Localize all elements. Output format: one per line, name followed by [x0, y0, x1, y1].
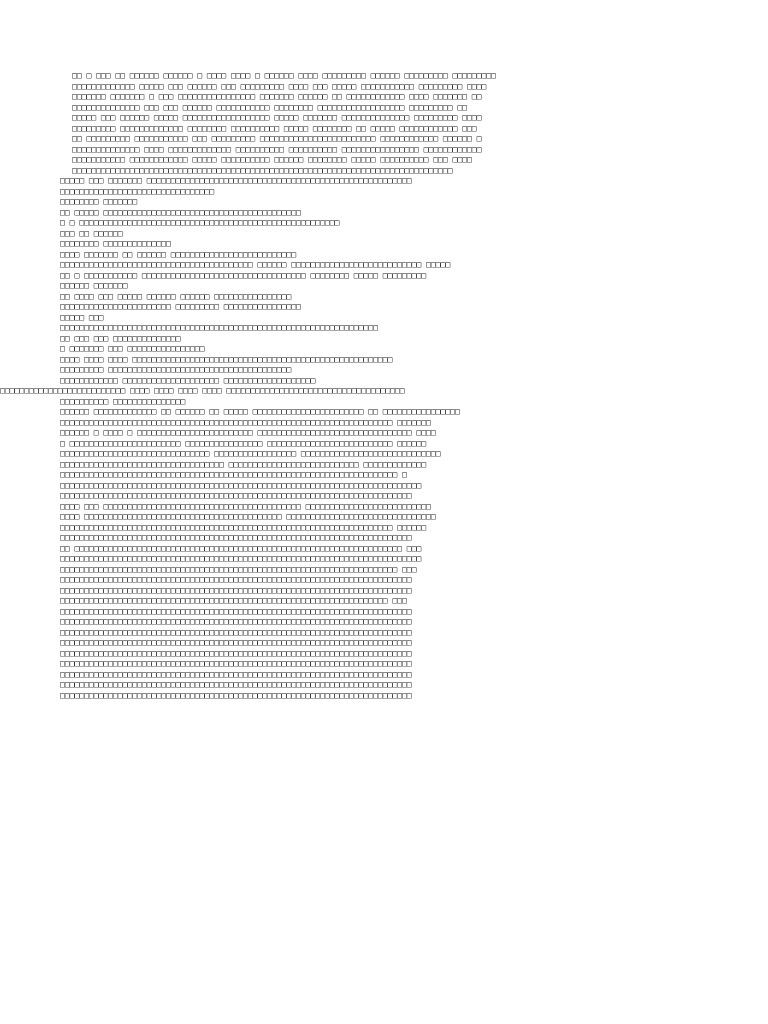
- text-line: □□□□□□□□□□□□□□□□□□□□□□□□□□□□□□□□□□□□□□□□□□□□□□□□□□□□□□□□□□□□□□□□□□□□□□□□□: [60, 680, 412, 689]
- text-line: □□ □□□□□ □□□□□□□□□□□□□□□□□□□□□□□□□□□□□□□□□□□□□□□□□: [60, 207, 301, 217]
- text-line: □□□□□□□□□□□ □□□□□□□□□□□□ □□□□□ □□□□□□□□□□ □□□□□□ □□□□□□□□ □□□□□ □□□□□□□□□□ □□□ □□□□: [72, 155, 472, 164]
- text-line: □□□□□□□□□□□□□□ □□□ □□□ □□□□□□ □□□□□□□□□□□ □□□□□□□□ □□□□□□□□□□□□□□□□□□ □□□□□□□□□ □□: [72, 102, 467, 112]
- text-line: □□□□□□□□□□□□□□□□□□□□□□□□□□□□□□□□: [60, 186, 215, 196]
- text-line: □□ □□□ □□□ □□□□□□□□□□□□□□: [60, 333, 181, 343]
- text-line: □□□□□□□□ □□□□□□□: [60, 197, 138, 206]
- text-line: □□ □ □□□ □□ □□□□□□ □□□□□□ □ □□□□ □□□□ □ □□□□□□ □□□□ □□□□□□□□□ □□□□□□ □□□□□□□□□ □□□□□□□□□: [72, 71, 496, 80]
- text-line: □□□□□□□□□□□□□ □□□□□ □□□ □□□□□□ □□□ □□□□□□□□□ □□□□ □□□ □□□□□ □□□□□□□□□□□ □□□□□□□□□ □□□□: [72, 81, 487, 91]
- text-line: □□□□□□□□□□□□□□□□□□□□□□□□□□□□□□□□□□□□□□□□□□□□□□□□□□□□□□□□□□□□□□□□□□□□□□□□□: [60, 648, 412, 658]
- text-line: □□□□□□□□□□□□□□□□□□□□□□□□□□□□□□□□□□□□□□□□□□□□□□□□□□□□□□□□□□□□□□□□□□□□□□□□□: [60, 669, 412, 679]
- text-line: □□ □ □□□□□□□□□□□ □□□□□□□□□□□□□□□□□□□□□□□□□□□□□□□□□□ □□□□□□□□ □□□□□ □□□□□□□□□: [60, 270, 427, 280]
- text-line: □□□□□□□□□□□□□□□□□□□□□□□□□□□□□□□□□□□□□□□□□□□□□□□□□□□□□□□□□□□□□□□□□□□□□□□□□□□□□□□: [72, 165, 453, 175]
- text-line: □□□□□□□□□□□□□□□□□□□□□□□□□□□□□□□□□□□□□□□□□□□□□□□□□□□□□□□□□□□□□□□□□□□□□□□□□: [60, 606, 412, 616]
- text-line: □□□□□□ □□□□□□□: [60, 281, 128, 290]
- text-line: □□□□□□□□□□□□ □□□□□□□□□□□□□□□□□□□□ □□□□□□□□□□□□□□□□□□□: [60, 375, 316, 385]
- text-line: □ □□□□□□□□□□□□□□□□□□□□□□□ □□□□□□□□□□□□□□□□ □□□□□□□□□□□□□□□□□□□□□□□□□□ □□□□□□: [60, 438, 427, 448]
- text-line: □□□□□□□□□□ □□□□□□□□□□□□□□□: [60, 396, 186, 406]
- text-line: □□□□□□□□□□□□□□□□□□□□□□□□□□□□□□□□□□□□□□□□□□□□□□□□□□□□□□□□□□□□□□□□□□: [60, 323, 378, 332]
- text-line: □□□□□□□□□□□□□□□□□□□□□□□□□□□□□□□□□□□□□□□□□□□□□□□□□□□□□□□□□□□□□□□□□□□□□□ □: [60, 470, 407, 479]
- text-line: □ □□□□□□□ □□□ □□□□□□□□□□□□□□□□: [60, 344, 205, 353]
- text-line: □□□□□□□□□□□□□□□□□□□□□□□□□□□□□□□□□□□□□□□□□□□□□□□□□□□□□□□□□□□□□□□□□□□□ □□□: [60, 596, 407, 605]
- text-line: □□□□ □□□□□□□ □□ □□□□□□ □□□□□□□□□□□□□□□□□□□□□□□□□□: [60, 249, 297, 259]
- text-line: □□□□□□□□□□□□□□□□□□□□□□□□□□□□□□□□□□□□□□□□□□□□□□□□□□□□□□□□□□□□□□□□□□□□□ □□□□□□□: [60, 417, 431, 427]
- text-line: □□ □□□□□□□□□□□□□□□□□□□□□□□□□□□□□□□□□□□□□□□□□□□□□□□□□□□□□□□□□□□□□□□□□□□□ □□□: [60, 543, 422, 553]
- text-line: □□□□□□□□□□□□□□□□□□□□□□□□□□□□□□□□□□□□□□□□□□□□□□□□□□□□□□□□□□□□□□□□□□□□□□□□□: [60, 585, 412, 595]
- text-line: □□□□□□□□□ □□□□□□□□□□□□□□□□□□□□□□□□□□□□□□□□□□□□□□: [60, 365, 292, 374]
- garbled-text-block: [0, 71, 768, 701]
- text-line: □□□□□□□□□□□□□□□□□□□□□□□□□□□□□□□□□□□□□□□□□□□□□□□□□□□□□□□□□□□□□□□□□□□□□□ □□□: [60, 564, 417, 574]
- text-line: □□□□□□□□□□□□□□□□□□□□□□□□□□□□□□□□□□□□□□□□□□□□□□□□□□□□□□□□□□□□□□□□□□□□□□□□□: [60, 533, 412, 542]
- text-line: □□□□□□□□□□□□□□□□□□□□□□□□□□□□□□□□□□□□□□□□□□□□□□□□□□□□□□□□□□□□□□□□□□□□□□□□□□□: [60, 480, 422, 490]
- text-line: □□□□□□□□□□□□□□□□□□□□□□□□□□□□□□□□□□□□□□□□□□□□□□□□□□□□□□□□□□□□□□□□□□□□□□□□□□□: [60, 554, 422, 563]
- text-line: □□□□□□□□□□□□□□ □□□□ □□□□□□□□□□□□□ □□□□□□□□□□ □□□□□□□□□□ □□□□□□□□□□□□□□□□ □□□□□□□□□□□□: [72, 144, 482, 154]
- text-line: □□□□□□□□□ □□□□□□□□□□□□□ □□□□□□□□ □□□□□□□□□□ □□□□□ □□□□□□□□ □□ □□□□□ □□□□□□□□□□□□ □□□: [72, 123, 477, 133]
- text-line: □□□□□□□□□□□□□□□□□□□□□□□□□□□□□□□□□□□□□□□□□□□□□□□□□□□□□□□□□□□□□□□□□□□□□□□□□: [60, 575, 412, 584]
- text-line: □□□□□ □□□ □□□□□□ □□□□□ □□□□□□□□□□□□□□□□□□ □□□□□ □□□□□□□ □□□□□□□□□□□□□□ □□□□□□□□□ □□□□: [72, 113, 482, 122]
- text-line: □□□□ □□□ □□□□□□□□□□□□□□□□□□□□□□□□□□□□□□□□□□□□□□□□□ □□□□□□□□□□□□□□□□□□□□□□□□□□: [60, 501, 431, 511]
- text-line: □□□ □□ □□□□□□: [60, 228, 123, 238]
- text-line: □□□□ □□□□ □□□□ □□□□□□□□□□□□□□□□□□□□□□□□□□□□□□□□□□□□□□□□□□□□□□□□□□□□□□: [60, 354, 393, 364]
- text-line: □ □ □□□□□□□□□□□□□□□□□□□□□□□□□□□□□□□□□□□□□□□□□□□□□□□□□□□□□□: [60, 218, 340, 227]
- text-line: □□ □□□□□□□□□ □□□□□□□□□□□ □□□ □□□□□□□□□ □□□□□□□□□□□□□□□□□□□□□□□□ □□□□□□□□□□□□ □□□□□□ □: [72, 134, 482, 143]
- text-line: □□□□□□□□□□□□□□□□□□□□□□□□□□□□□□□□□□□□□□□□□□□□□□□□□□□□□□□□□□□□□□□□□□□□□□□□□: [60, 617, 412, 626]
- text-line: □□□□□□□□□□□□□□□□□□□□□□□□□□□□□□□ □□□□□□□□□□□□□□□□□ □□□□□□□□□□□□□□□□□□□□□□□□□□□□□: [60, 449, 441, 458]
- text-line: □□□□□□□□□□□□□□□□□□□□□□□ □□□□□□□□□ □□□□□□□□□□□□□□□□: [60, 302, 301, 311]
- text-line: □□□□□□ □ □□□□ □ □□□□□□□□□□□□□□□□□□□□□□□□ □□□□□□□□□□□□□□□□□□□□□□□□□□□□□□□□ □□□□: [60, 428, 436, 437]
- text-line: □□□□□□ □□□□□□□□□□□□□ □□ □□□□□□ □□ □□□□□ □□□□□□□□□□□□□□□□□□□□□□□ □□ □□□□□□□□□□□□□□□□: [60, 407, 460, 416]
- text-line: □□□□ □□□□□□□□□□□□□□□□□□□□□□□□□□□□□□□□□□□□□□□□□ □□□□□□□□□□□□□□□□□□□□□□□□□□□□□□□: [60, 512, 436, 521]
- text-line: □□□□□□□□□□□□□□□□□□□□□□□□□□□□□□□□□□ □□□□□□□□□□□□□□□□□□□□□□□□□□□ □□□□□□□□□□□□□: [60, 459, 427, 469]
- text-line: □□□□□□□ □□□□□□□ □ □□□ □□□□□□□□□□□□□□□□ □□□□□□□ □□□□□□ □□ □□□□□□□□□□□□ □□□□ □□□□□□□ □□: [72, 92, 482, 101]
- text-line: □□□□□□□□□□□□□□□□□□□□□□□□□□□□□□□□□□□□□□□□ □□□□□□ □□□□□□□□□□□□□□□□□□□□□□□□□□□ □□□□□: [60, 260, 451, 269]
- text-line: □□□□□□□□□□□□□□□□□□□□□□□□□□□□□□□□□□□□□□□□□□□□□□□□□□□□□□□□□□□□□□□□□□□□□□□□□: [60, 638, 412, 647]
- text-line: □□□□□□□□□□□□□□□□□□□□□□□□□□□□□□□□□□□□□□□□□□□□□□□□□□□□□□□□□□□□□□□□□□□□□□□□□: [60, 690, 412, 700]
- text-line: □□□□□□□□ □□□□□□□□□□□□□□: [60, 239, 171, 248]
- text-line: □□□□□□□□□□□□□□□□□□□□□□□□□□□□□□□□□□□□□□□□□□□□□□□□□□□□□□□□□□□□□□□□□□□□□□□□□: [60, 491, 412, 500]
- text-line: □□□□□□□□□□□□□□□□□□□□□□□□□□ □□□□ □□□□ □□□□ □□□□ □□□□□□□□□□□□□□□□□□□□□□□□□□□□□□□□□□□□□: [0, 386, 405, 395]
- text-line: □□□□□□□□□□□□□□□□□□□□□□□□□□□□□□□□□□□□□□□□□□□□□□□□□□□□□□□□□□□□□□□□□□□□□□□□□: [60, 659, 412, 668]
- text-line: □□□□□ □□□ □□□□□□□ □□□□□□□□□□□□□□□□□□□□□□□□□□□□□□□□□□□□□□□□□□□□□□□□□□□□□□□: [60, 176, 412, 185]
- text-line: □□□□□ □□□: [60, 312, 104, 322]
- text-line: □□□□□□□□□□□□□□□□□□□□□□□□□□□□□□□□□□□□□□□□□□□□□□□□□□□□□□□□□□□□□□□□□□□□□ □□□□□□: [60, 522, 427, 532]
- text-line: □□ □□□□ □□□ □□□□□ □□□□□□ □□□□□□ □□□□□□□□□□□□□□□□: [60, 291, 292, 301]
- text-line: □□□□□□□□□□□□□□□□□□□□□□□□□□□□□□□□□□□□□□□□□□□□□□□□□□□□□□□□□□□□□□□□□□□□□□□□□: [60, 627, 412, 637]
